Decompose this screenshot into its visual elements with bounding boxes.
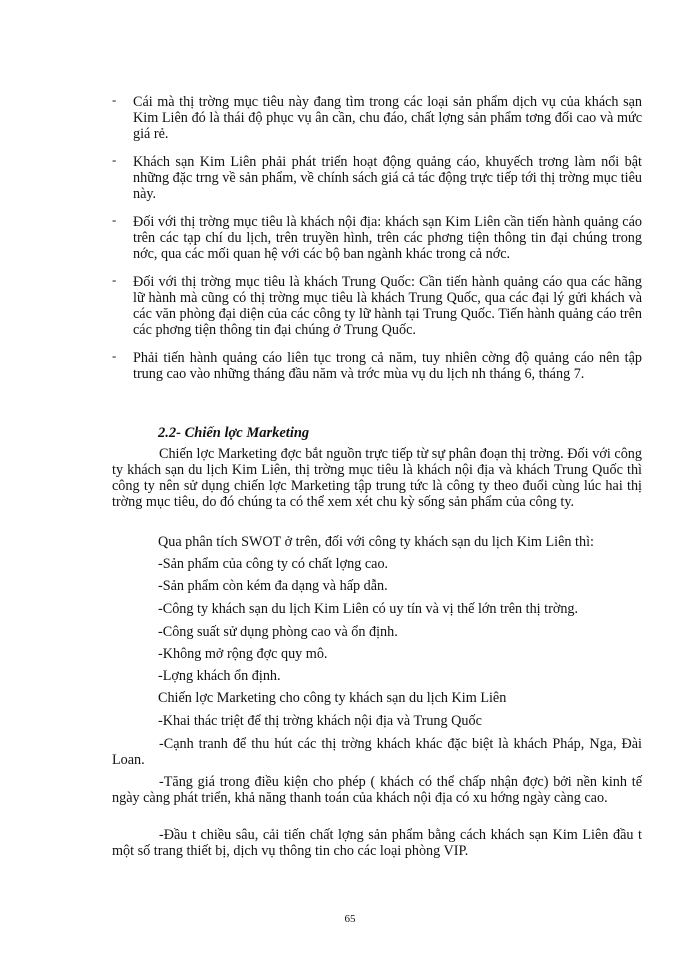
strategy-item: -Cạnh tranh để thu hút các thị trờng khách khác đặc biệt là khách Pháp, Nga, Đài Loan. bbox=[112, 736, 642, 768]
bullet-marker: - bbox=[112, 212, 117, 227]
bullet-item bbox=[112, 154, 642, 202]
bullet-text: Đối với thị trờng mục tiêu là khách nội địa: khách sạn Kim Liên cần tiến hành quảng cáo trên các tạp chí du lịch, trên truyền hình, trên các phơng tiện thông tin đại chúng trong nớc, qua các mối quan hệ với các bộ ban ngành khác trong cả nớc. bbox=[133, 214, 642, 262]
bullet-item bbox=[112, 350, 642, 382]
bullet-text: Khách sạn Kim Liên phải phát triển hoạt động quảng cáo, khuyếch trơng làm nổi bật những đặc trng về sản phẩm, về chính sách giá cả tác động trực tiếp tới thị trờng mục tiêu này. bbox=[133, 154, 642, 202]
bullet-marker: - bbox=[112, 348, 117, 363]
bullet-item bbox=[112, 214, 642, 262]
page-number: 65 bbox=[344, 913, 356, 925]
strategy-paragraph: Chiến lợc Marketing đợc bắt nguồn trực tiếp từ sự phân đoạn thị trờng. Đối với công ty khách sạn du lịch Kim Liên, thị trờng mục tiêu là khách nội địa và khách Trung Quốc thì công ty nên sử dụng chiến lợc Marketing tập trung tức là công ty theo đuổi cùng lúc hai thị trờng mục tiêu, do đó chúng ta có thể xem xét chu kỳ sống sản phẩm của công ty. bbox=[112, 446, 642, 510]
strategy-item: -Tăng giá trong điều kiện cho phép ( khách có thể chấp nhận đợc) bởi nền kinh tế ngày càng phát triển, khả năng thanh toán của khách nội địa có xu hớng ngày càng cao. bbox=[112, 774, 642, 806]
swot-item: -Công suất sử dụng phòng cao và ổn định. bbox=[158, 624, 398, 640]
strategy-item: -Khai thác triệt để thị trờng khách nội địa và Trung Quốc bbox=[158, 713, 482, 729]
swot-item: -Sản phẩm còn kém đa dạng và hấp dẫn. bbox=[158, 578, 388, 594]
bullet-text: Đối với thị trờng mục tiêu là khách Trung Quốc: Cần tiến hành quảng cáo qua các hãng lữ hành mà cũng có thị trờng mục tiêu là khách Trung Quốc, qua các đại lý gửi khách và các văn phòng đại diện của các công ty lữ hành tại Trung Quốc. Tiến hành quảng cáo trên các phơng tiện thông tin đại chúng ở Trung Quốc. bbox=[133, 274, 642, 338]
swot-item: -Không mở rộng đợc quy mô. bbox=[158, 646, 328, 662]
bullet-text: Cái mà thị trờng mục tiêu này đang tìm trong các loại sản phẩm dịch vụ của khách sạn Kim Liên đó là thái độ phục vụ ân cần, chu đáo, chất lợng sản phẩm tơng đối cao và mức giá rẻ. bbox=[133, 94, 642, 142]
bullet-item bbox=[112, 274, 642, 338]
strategy-title: Chiến lợc Marketing cho công ty khách sạn du lịch Kim Liên bbox=[158, 690, 507, 706]
swot-item: -Lợng khách ổn định. bbox=[158, 668, 281, 684]
bullet-item bbox=[112, 94, 642, 142]
swot-intro: Qua phân tích SWOT ở trên, đối với công ty khách sạn du lịch Kim Liên thì: bbox=[158, 534, 594, 550]
section-heading: 2.2- Chiến lợc Marketing bbox=[158, 425, 310, 441]
bullet-text: Phải tiến hành quảng cáo liên tục trong cả năm, tuy nhiên cờng độ quảng cáo nên tập trung cao vào những tháng đầu năm và trớc mùa vụ du lịch nh tháng 6, tháng 7. bbox=[133, 350, 642, 382]
bullet-marker: - bbox=[112, 92, 117, 107]
strategy-item: -Đầu t chiều sâu, cải tiến chất lợng sản phẩm bằng cách khách sạn Kim Liên đầu t một số trang thiết bị, dịch vụ thông tin cho các loại phòng VIP. bbox=[112, 827, 642, 859]
bullet-marker: - bbox=[112, 152, 117, 167]
bullet-list bbox=[112, 94, 642, 394]
bullet-marker: - bbox=[112, 272, 117, 287]
swot-item: -Công ty khách sạn du lịch Kim Liên có uy tín và vị thế lớn trên thị trờng. bbox=[158, 601, 579, 617]
swot-item: -Sản phẩm của công ty có chất lợng cao. bbox=[158, 556, 389, 572]
